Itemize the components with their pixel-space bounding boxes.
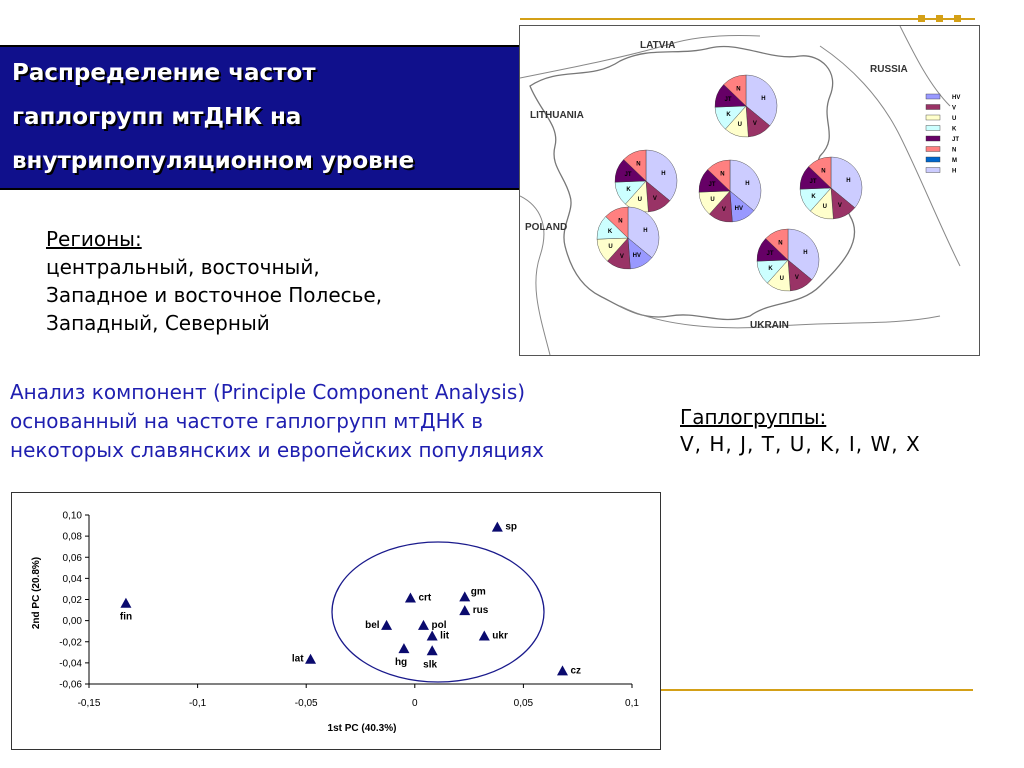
pie-label: K <box>768 266 773 273</box>
pca-line: основанный на частоте гаплогрупп мтДНК в <box>10 409 483 433</box>
pie-label: V <box>794 275 799 282</box>
legend-label: K <box>952 126 957 133</box>
pie-label: N <box>778 240 783 247</box>
point-pol <box>418 620 429 630</box>
legend-label: JT <box>952 137 960 143</box>
pie-label: U <box>822 204 828 211</box>
point-ukr <box>479 630 490 640</box>
point-sp <box>492 522 503 532</box>
point-label: lit <box>440 630 450 642</box>
point-label: pol <box>431 619 447 631</box>
pie-label: N <box>720 171 725 178</box>
point-label: bel <box>365 619 380 631</box>
y-axis-title: 2nd PC (20.8%) <box>31 556 42 630</box>
y-tick-label: -0,04 <box>59 658 82 670</box>
point-label: ukr <box>492 630 508 642</box>
title-line: гаплогрупп мтДНК на <box>12 104 302 130</box>
pie-label: H <box>761 95 766 102</box>
point-lit <box>427 630 438 640</box>
top-accent-line <box>520 18 975 20</box>
point-bel <box>381 620 392 630</box>
pie-label: U <box>637 197 643 204</box>
legend-swatch <box>926 157 940 162</box>
point-slk <box>427 645 438 655</box>
pie-label: N <box>736 86 741 93</box>
pie-label: JT <box>809 179 817 186</box>
legend-label: U <box>952 116 957 122</box>
x-tick-label: 0 <box>412 698 418 709</box>
legend-label: M <box>952 158 957 164</box>
legend-swatch <box>926 105 940 110</box>
x-axis-title: 1st PC (40.3%) <box>327 723 397 734</box>
point-label: rus <box>472 605 489 617</box>
x-tick-label: 0,05 <box>513 698 534 709</box>
y-tick-label: 0,04 <box>62 573 82 585</box>
point-label: sp <box>505 521 518 533</box>
country-label: POLAND <box>525 222 568 233</box>
slide-title <box>0 45 519 190</box>
pie-label: U <box>608 244 613 251</box>
pca-chart <box>11 492 661 750</box>
point-label: hg <box>394 657 408 669</box>
regions-line: Западный, Северный <box>46 311 270 335</box>
pie-label: V <box>837 203 842 210</box>
accent-square-1 <box>918 15 925 22</box>
legend-swatch <box>926 168 940 173</box>
pie-label: V <box>652 196 657 203</box>
legend-label: H <box>952 168 957 175</box>
x-tick-label: 0,1 <box>625 698 639 709</box>
pie-label: H <box>803 249 808 256</box>
regions-heading: Регионы: <box>46 227 142 251</box>
country-label: UKRAIN <box>750 320 789 331</box>
pie-label: H <box>661 170 666 177</box>
pca-chart-svg <box>12 493 660 749</box>
point-lat <box>305 654 316 664</box>
pie-label: K <box>726 112 731 119</box>
y-tick-label: 0,00 <box>62 616 82 628</box>
map-svg <box>520 26 979 355</box>
x-tick-label: -0,05 <box>294 698 318 709</box>
country-label: LATVIA <box>640 40 676 51</box>
point-gm <box>459 591 470 601</box>
pca-line: некоторых славянских и европейских популяциях <box>10 438 545 462</box>
belarus-map <box>519 25 980 356</box>
legend-label: N <box>952 147 957 154</box>
regions-line: Западное и восточное Полесье, <box>46 283 383 307</box>
y-tick-label: 0,08 <box>62 531 82 543</box>
legend-label: HV <box>952 95 961 101</box>
point-label: gm <box>470 586 486 598</box>
title-line: Распределение частот <box>12 60 316 86</box>
pie-label: JT <box>724 97 732 104</box>
pie-label: JT <box>766 251 774 258</box>
pie-label: JT <box>708 182 716 189</box>
pie-label: V <box>619 254 624 261</box>
legend-swatch <box>926 136 940 141</box>
haplogroups-block <box>680 404 921 458</box>
y-tick-label: -0,02 <box>59 637 82 649</box>
pie-label: H <box>745 180 750 187</box>
border-line <box>520 196 550 355</box>
regions-line: центральный, восточный, <box>46 255 320 279</box>
pie-label: N <box>821 168 826 175</box>
point-fin <box>120 598 131 608</box>
legend-swatch <box>926 94 940 99</box>
point-label: fin <box>119 611 133 623</box>
pie-label: U <box>737 122 743 129</box>
accent-square-3 <box>954 15 961 22</box>
pie-label: H <box>643 227 648 234</box>
point-cz <box>557 665 568 675</box>
x-tick-label: -0,15 <box>77 698 101 709</box>
pie-label: HV <box>632 253 642 260</box>
point-label: lat <box>291 653 304 665</box>
pca-line: Анализ компонент (Principle Component Analysis) <box>10 380 526 404</box>
pie-label: JT <box>624 172 632 179</box>
pie-label: HV <box>734 206 744 213</box>
y-tick-label: 0,02 <box>62 595 82 606</box>
y-tick-label: 0,06 <box>62 552 82 564</box>
title-line: внутрипопуляционном уровне <box>12 148 415 174</box>
y-tick-label: 0,10 <box>62 510 82 522</box>
pie-label: K <box>607 229 613 236</box>
legend-label: V <box>952 105 957 112</box>
point-label: crt <box>418 592 432 604</box>
regions-block <box>46 225 382 337</box>
x-tick-label: -0,1 <box>188 698 207 709</box>
haplogroups-list: V, H, J, T, U, K, I, W, X <box>680 432 921 456</box>
border-line <box>820 46 960 266</box>
pie-label: H <box>846 177 851 184</box>
country-label: RUSSIA <box>870 64 908 75</box>
pie-label: K <box>811 194 816 201</box>
country-label: LITHUANIA <box>530 110 584 121</box>
pie-label: U <box>779 276 785 283</box>
legend-swatch <box>926 126 940 131</box>
pie-label: N <box>636 161 641 168</box>
point-label: cz <box>570 665 582 677</box>
map-pies <box>597 75 862 291</box>
y-tick-label: -0,06 <box>59 679 82 691</box>
pie-label: V <box>752 121 757 128</box>
pie-label: V <box>721 207 726 214</box>
pie-label: N <box>618 218 623 225</box>
pie-label: K <box>626 187 631 194</box>
chart-axes <box>59 511 639 710</box>
accent-square-2 <box>936 15 943 22</box>
point-crt <box>405 592 416 602</box>
pca-description <box>10 378 544 465</box>
legend-swatch <box>926 115 940 120</box>
chart-points <box>120 522 581 677</box>
legend-swatch <box>926 147 940 152</box>
bottom-accent-line <box>660 689 973 691</box>
point-hg <box>398 643 409 653</box>
slavic-cluster-ellipse <box>332 542 544 682</box>
point-rus <box>459 605 470 615</box>
haplogroups-heading: Гаплогруппы: <box>680 405 827 429</box>
map-legend <box>926 94 960 175</box>
pie-label: U <box>710 197 715 204</box>
point-label: slk <box>423 659 438 671</box>
